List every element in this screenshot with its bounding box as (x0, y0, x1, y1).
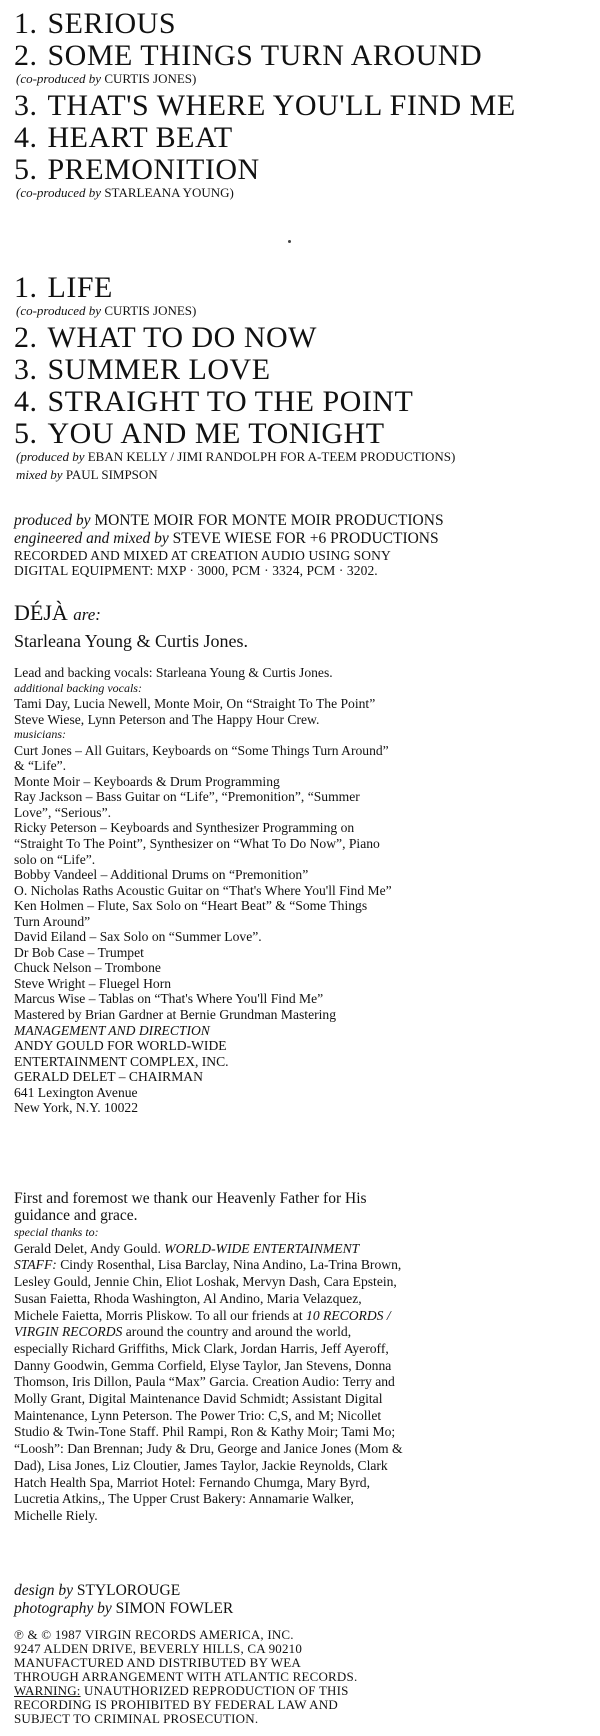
special-thanks-label: special thanks to: (14, 1225, 99, 1239)
musician-credits (14, 665, 394, 1116)
photo-line: photography by SIMON FOWLER (14, 1600, 234, 1617)
design-credits (14, 1582, 594, 1618)
musician-entry: Steve Wright – Fluegel Horn (14, 975, 172, 991)
track-row: 4. STRAIGHT TO THE POINT (14, 385, 414, 418)
legal-line: SUBJECT TO CRIMINAL PROSECUTION. (14, 1711, 259, 1726)
equipment-line: DIGITAL EQUIPMENT: MXP · 3000, PCM · 3324, PCM · 3202. (14, 563, 378, 578)
recording-line: RECORDED AND MIXED AT CREATION AUDIO USING SONY (14, 548, 391, 563)
band-members: Starleana Young & Curtis Jones. (14, 631, 248, 651)
address-line: 9247 ALDEN DRIVE, BEVERLY HILLS, CA 90210 (14, 1641, 303, 1656)
musician-entry: Chuck Nelson – Trombone (14, 960, 161, 976)
production-credits (14, 512, 594, 578)
side-one-tracklist (14, 8, 594, 204)
management-label: MANAGEMENT AND DIRECTION (14, 1022, 210, 1038)
mastering-credit: Mastered by Brian Gardner at Bernie Grundman Mastering (14, 1007, 336, 1023)
musician-entry: David Eiland – Sax Solo on “Summer Love”. (14, 929, 262, 945)
legal-notice (14, 1628, 594, 1726)
musician-entry: Ken Holmen – Flute, Sax Solo on “Heart Beat” & “Some Things Turn Around” (14, 898, 368, 929)
lead-vocals: Lead and backing vocals: Starleana Young & Curtis Jones. (14, 665, 333, 680)
musician-entry: Ricky Peterson – Keyboards and Synthesizer Programming on “Straight To The Point”, Synthesizer on “What To Do Now”, Piano solo on “Life”. (14, 820, 380, 867)
management-line: 641 Lexington Avenue (14, 1084, 138, 1100)
thanks-lead: First and foremost we thank our Heavenly Father for His guidance and grace. (14, 1190, 367, 1224)
management-line: ANDY GOULD FOR WORLD-WIDE (14, 1038, 227, 1054)
track-credit: (co-produced by CURTIS JONES) (16, 71, 197, 86)
legal-line: THROUGH ARRANGEMENT WITH ATLANTIC RECORDS. (14, 1669, 358, 1684)
thanks-section (14, 1190, 594, 1525)
track-row: 3. THAT'S WHERE YOU'LL FIND ME (14, 89, 516, 122)
musicians-label: musicians: (14, 727, 66, 742)
track-row: 2. WHAT TO DO NOW (14, 321, 317, 354)
track-row: 1. SERIOUS (14, 7, 177, 40)
management-line: GERALD DELET – CHAIRMAN (14, 1069, 203, 1085)
copyright-line: ℗ & © 1987 VIRGIN RECORDS AMERICA, INC. (14, 1627, 294, 1642)
engineer-line: engineered and mixed by STEVE WIESE FOR +6 PRODUCTIONS (14, 530, 439, 547)
side-two-mix-credit: mixed by PAUL SIMPSON (16, 467, 158, 482)
print-speck (288, 240, 291, 243)
musician-entry: Monte Moir – Keyboards & Drum Programming (14, 773, 280, 789)
track-row: 3. SUMMER LOVE (14, 353, 271, 386)
track-row: 4. HEART BEAT (14, 121, 233, 154)
band-heading (14, 600, 594, 652)
musician-entry: Marcus Wise – Tablas on “That's Where You'll Find Me” (14, 991, 324, 1007)
musician-entry: Curt Jones – All Guitars, Keyboards on “Some Things Turn Around” & “Life”. (14, 742, 389, 774)
producer-line: produced by MONTE MOIR FOR MONTE MOIR PRODUCTIONS (14, 512, 444, 529)
musician-entry: Dr Bob Case – Trumpet (14, 944, 144, 960)
side-two-tracklist (14, 272, 594, 486)
track-row: 5. YOU AND ME TONIGHT (14, 417, 385, 450)
musician-entry: O. Nicholas Raths Acoustic Guitar on “That's Where You'll Find Me” (14, 882, 392, 898)
track-credit: (co-produced by CURTIS JONES) (16, 303, 197, 318)
design-line: design by STYLOROUGE (14, 1582, 181, 1599)
track-credit: (co-produced by STARLEANA YOUNG) (16, 185, 234, 200)
track-row: 1. LIFE (14, 271, 113, 304)
legal-line: MANUFACTURED AND DISTRIBUTED BY WEA (14, 1655, 301, 1670)
management-line: New York, N.Y. 10022 (14, 1100, 138, 1116)
thanks-body: special thanks to: Gerald Delet, Andy Gould. WORLD-WIDE ENTERTAINMENT STAFF: Cindy Rosenthal, Lisa Barclay, Nina Andino, La-Trina Brown, Lesley Gould, Jennie Chin, Eliot Loshak, Mervyn Dash, Cara Epstein, Susan Faietta, Rhoda Washington, Al Andino, Maria Velazquez, Michele Faietta, Morris Pliskow. To all our friends at 10 RECORDS / VIRGIN RECORDS around the country and around the world, especially Richard Griffiths, Mick Clark, Jordan Harris, Jeff Ayeroff, Danny Goodwin, Gemma Corfield, Elyse Taylor, Jan Stevens, Donna Thomson, Iris Dillon, Paula “Max” Garcia. Creation Audio: Terry and Molly Grant, Digital Maintenance David Schmidt; Assistant Digital Maintenance, Lynn Peterson. The Power Trio: C,S, and M; Nicollet Studio & Twin-Tone Staff. Phil Rampi, Ron & Kathy Moir; Tami Mo; “Loosh”: Dan Brennan; Judy & Dru, George and Janice Jones (Mom & Dad), Lisa Jones, Liz Cloutier, James Taylor, Jackie Reynolds, Clark Hatch Health Spa, Marriot Hotel: Fernando Chumga, Mary Byrd, Lucretia Atkins,, The Upper Crust Bakery: Annamarie Walker, Michelle Riely. (14, 1225, 403, 1523)
track-row: 5. PREMONITION (14, 153, 260, 186)
musician-entry: Ray Jackson – Bass Guitar on “Life”, “Premonition”, “Summer Love”, “Serious”. (14, 789, 360, 820)
warning-line: WARNING: UNAUTHORIZED REPRODUCTION OF THIS (14, 1683, 349, 1698)
side-two-producer-credit: (produced by EBAN KELLY / JIMI RANDOLPH FOR A-TEEM PRODUCTIONS) (16, 449, 456, 464)
additional-vocals: Tami Day, Lucia Newell, Monte Moir, On “Straight To The Point” Steve Wiese, Lynn Peterson and The Happy Hour Crew. (14, 696, 376, 727)
legal-line: RECORDING IS PROHIBITED BY FEDERAL LAW AND (14, 1697, 338, 1712)
band-name: DÉJÀ are: (14, 600, 101, 625)
management-line: ENTERTAINMENT COMPLEX, INC. (14, 1053, 229, 1069)
additional-vocals-label: additional backing vocals: (14, 680, 142, 695)
musician-entry: Bobby Vandeel – Additional Drums on “Premonition” (14, 867, 309, 883)
track-row: 2. SOME THINGS TURN AROUND (14, 39, 483, 72)
